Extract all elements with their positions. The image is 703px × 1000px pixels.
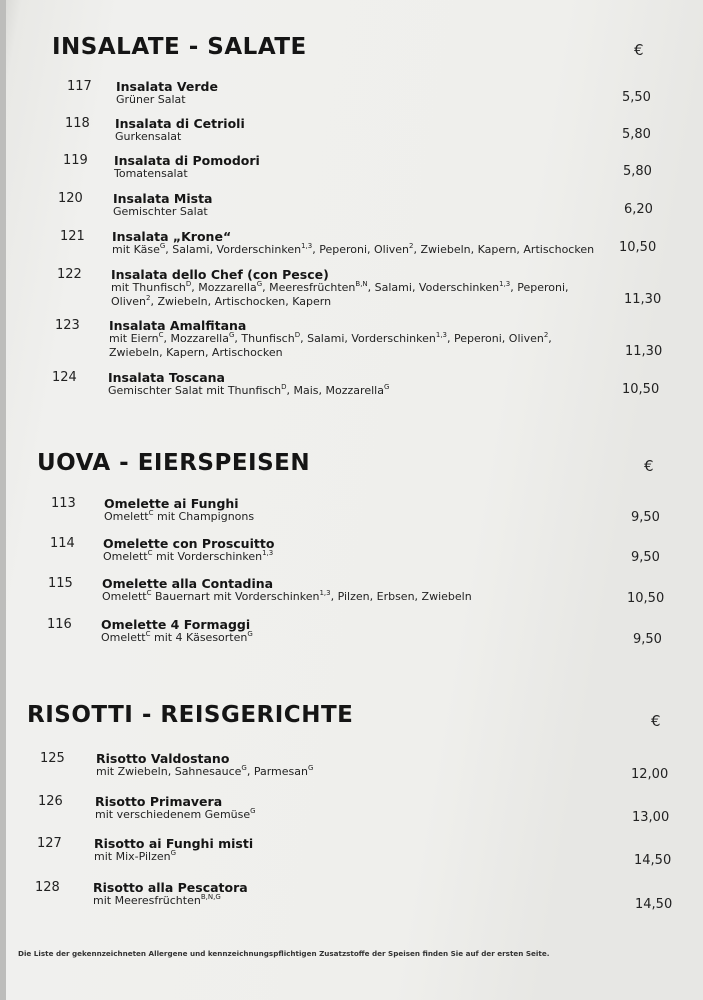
currency-symbol: €: [651, 712, 661, 730]
item-name: Insalata dello Chef (con Pesce): [111, 267, 329, 282]
item-price: 11,30: [624, 292, 662, 307]
item-name: Insalata Mista: [113, 191, 213, 206]
item-number: 119: [63, 153, 88, 168]
item-name: Omelette ai Funghi: [104, 496, 239, 511]
currency-symbol: €: [634, 41, 644, 59]
item-price: 5,80: [622, 127, 651, 142]
section-title: UOVA - EIERSPEISEN: [37, 450, 311, 476]
item-number: 121: [60, 229, 85, 244]
item-name: Risotto Primavera: [95, 794, 223, 809]
item-price: 14,50: [635, 897, 673, 912]
item-number: 115: [48, 576, 73, 591]
allergen-footnote: Die Liste der gekennzeichneten Allergene und kennzeichnungspflichtigen Zusatzstoffe der Speisen finden Sie auf der ersten Seite.: [18, 949, 550, 958]
item-name: Insalata Verde: [116, 79, 218, 94]
item-price: 13,00: [632, 810, 670, 825]
item-price: 9,50: [631, 510, 660, 525]
item-description: Omelett$^C$ mit Vorderschinken$^{1,3}$: [103, 549, 274, 563]
item-description: mit verschiedenem Gemüse$^G$: [95, 807, 256, 821]
item-number: 113: [51, 496, 76, 511]
item-description: Omelett$^C$ Bauernart mit Vorderschinken$^{1,3}$, Pilzen, Erbsen, Zwiebeln: [102, 589, 472, 603]
item-number: 117: [67, 79, 92, 94]
section-title: RISOTTI - REISGERICHTE: [27, 702, 354, 728]
item-number: 118: [65, 116, 90, 131]
item-number: 126: [38, 794, 63, 809]
item-price: 5,50: [622, 90, 651, 105]
item-description: Gurkensalat: [115, 130, 182, 143]
item-name: Risotto alla Pescatora: [93, 880, 248, 895]
item-price: 12,00: [631, 767, 669, 782]
item-description: Omelett$^C$ mit 4 Käsesorten$^G$: [101, 630, 253, 644]
item-number: 123: [55, 318, 80, 333]
item-description: mit Thunfisch$^D$, Mozzarella$^G$, Meeresfrüchten$^{B,N}$, Salami, Voderschinken$^{1,3}$, Peperoni, Oliven$^2$, Zwiebeln, Artischocken, Kapern: [111, 280, 569, 308]
item-name: Omelette alla Contadina: [102, 576, 274, 591]
item-description: Grüner Salat: [116, 93, 186, 106]
item-description: mit Mix-Pilzen$^G$: [94, 849, 177, 863]
item-description: mit Meeresfrüchten$^{B,N,G}$: [93, 893, 221, 907]
item-number: 122: [57, 267, 82, 282]
item-name: Insalata di Cetrioli: [115, 116, 245, 131]
item-name: Omelette con Proscuitto: [103, 536, 275, 551]
item-description: mit Käse$^G$, Salami, Vorderschinken$^{1,3}$, Peperoni, Oliven$^2$, Zwiebeln, Kapern, Artischocken: [112, 242, 595, 256]
currency-symbol: €: [644, 457, 654, 475]
item-name: Omelette 4 Formaggi: [101, 617, 251, 632]
item-price: 10,50: [619, 240, 657, 255]
item-name: Insalata Amalfitana: [109, 318, 247, 333]
item-name: Risotto ai Funghi misti: [94, 836, 254, 851]
item-number: 125: [40, 751, 65, 766]
item-number: 116: [47, 617, 72, 632]
item-name: Insalata „Krone“: [112, 229, 232, 244]
item-number: 120: [58, 191, 83, 206]
item-price: 5,80: [623, 164, 652, 179]
item-name: Insalata Toscana: [108, 370, 225, 385]
item-price: 10,50: [627, 591, 665, 606]
item-number: 127: [37, 836, 62, 851]
item-number: 124: [52, 370, 77, 385]
item-price: 9,50: [631, 550, 660, 565]
item-name: Insalata di Pomodori: [114, 153, 260, 168]
item-price: 11,30: [625, 344, 663, 359]
item-description: Gemischter Salat mit Thunfisch$^D$, Mais, Mozzarella$^G$: [108, 383, 390, 397]
page-edge-shadow: [0, 0, 6, 1000]
item-description: mit Eiern$^C$, Mozzarella$^G$, Thunfisch$^D$, Salami, Vorderschinken$^{1,3}$, Peperoni, Oliven$^2$, Zwiebeln, Kapern, Artischocken: [109, 331, 552, 359]
section-title: INSALATE - SALATE: [52, 34, 307, 60]
item-name: Risotto Valdostano: [96, 751, 230, 766]
item-description: Gemischter Salat: [113, 205, 208, 218]
item-number: 128: [35, 880, 60, 895]
item-description: Omelett$^C$ mit Champignons: [104, 509, 255, 523]
item-description: mit Zwiebeln, Sahnesauce$^G$, Parmesan$^G$: [96, 764, 314, 778]
item-price: 14,50: [634, 853, 672, 868]
item-price: 10,50: [622, 382, 660, 397]
item-price: 6,20: [624, 202, 653, 217]
item-description: Tomatensalat: [114, 167, 188, 180]
item-number: 114: [50, 536, 75, 551]
item-price: 9,50: [633, 632, 662, 647]
